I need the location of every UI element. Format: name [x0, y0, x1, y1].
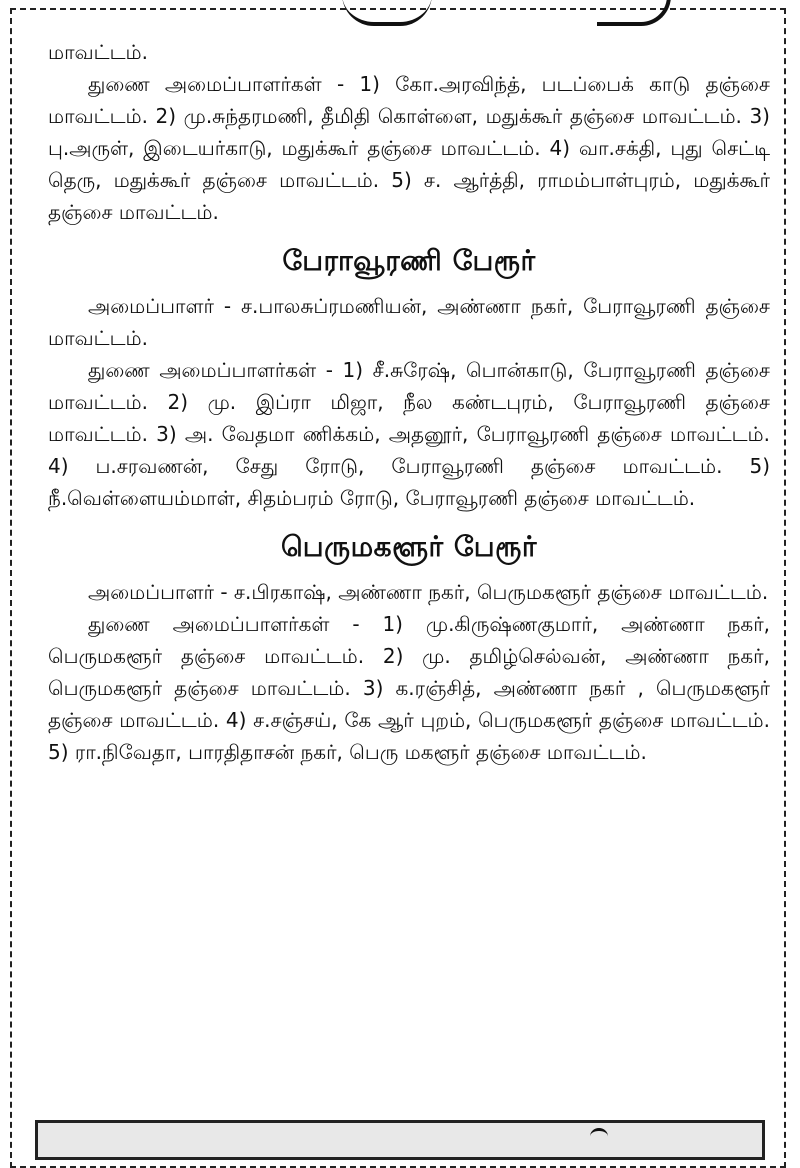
- cropped-heading-fragment-2: [597, 0, 671, 26]
- organizer-paragraph-peravurani: அமைப்பாளர் - ச.பாலசுப்ரமணியன், அண்ணா நகர், பேராவூரணி தஞ்சை மாவட்டம்.: [48, 294, 770, 350]
- deputies-paragraph-peravurani: துணை அமைப்பாளர்கள் - 1) சீ.சுரேஷ், பொன்காடு, பேராவூரணி தஞ்சை மாவட்டம். 2) மு. இப்ரா மிஜா, நீல கண்டபுரம், பேராவூரணி தஞ்சை மாவட்டம். 3) அ. வேதமா ணிக்கம், அதனூர், பேராவூரணி தஞ்சை மாவட்டம். 4) ப.சரவணன், சேது ரோடு, பேராவூரணி தஞ்சை மாவட்டம். 5) நீ.வெள்ளையம்மாள், சிதம்பரம் ரோடு, பேராவூரணி தஞ்சை மாவட்டம்.: [48, 358, 770, 510]
- section-heading-peravurani: பேராவூரணி பேரூர்: [282, 244, 536, 277]
- article-body: [48, 36, 770, 768]
- deputies-paragraph-intro: துணை அமைப்பாளர்கள் - 1) கோ.அரவிந்த், படப்பைக் காடு தஞ்சை மாவட்டம். 2) மு.சுந்தரமணி, தீமிதி கொள்ளை, மதுக்கூர் தஞ்சை மாவட்டம். 3) பு.அருள், இடையர்காடு, மதுக்கூர் தஞ்சை மாவட்டம். 4) வா.சக்தி, புது செட்டி தெரு, மதுக்கூர் தஞ்சை மாவட்டம். 5) ச. ஆர்த்தி, ராமம்பாள்புரம், மதுக்கூர் தஞ்சை மாவட்டம்.: [48, 72, 770, 224]
- section-heading-perumagalur: பெருமகளூர் பேரூர்: [280, 530, 537, 563]
- next-section-box: [35, 1120, 765, 1160]
- continuation-line: மாவட்டம்.: [48, 40, 148, 64]
- cropped-glyph-fragment: [590, 1128, 608, 1145]
- organizer-paragraph-perumagalur: அமைப்பாளர் - ச.பிரகாஷ், அண்ணா நகர், பெருமகளூர் தஞ்சை மாவட்டம்.: [88, 580, 769, 604]
- cropped-heading-fragment: [342, 0, 432, 26]
- deputies-paragraph-perumagalur: துணை அமைப்பாளர்கள் - 1) மு.கிருஷ்ணகுமார், அண்ணா நகர், பெருமகளூர் தஞ்சை மாவட்டம். 2) மு. தமிழ்செல்வன், அண்ணா நகர், பெருமகளூர் தஞ்சை மாவட்டம். 3) க.ரஞ்சித், அண்ணா நகர் , பெருமகளூர் தஞ்சை மாவட்டம். 4) ச.சஞ்சய், கே ஆர் புறம், பெருமகளூர் தஞ்சை மாவட்டம். 5) ரா.நிவேதா, பாரதிதாசன் நகர், பெரு மகளூர் தஞ்சை மாவட்டம்.: [48, 612, 770, 764]
